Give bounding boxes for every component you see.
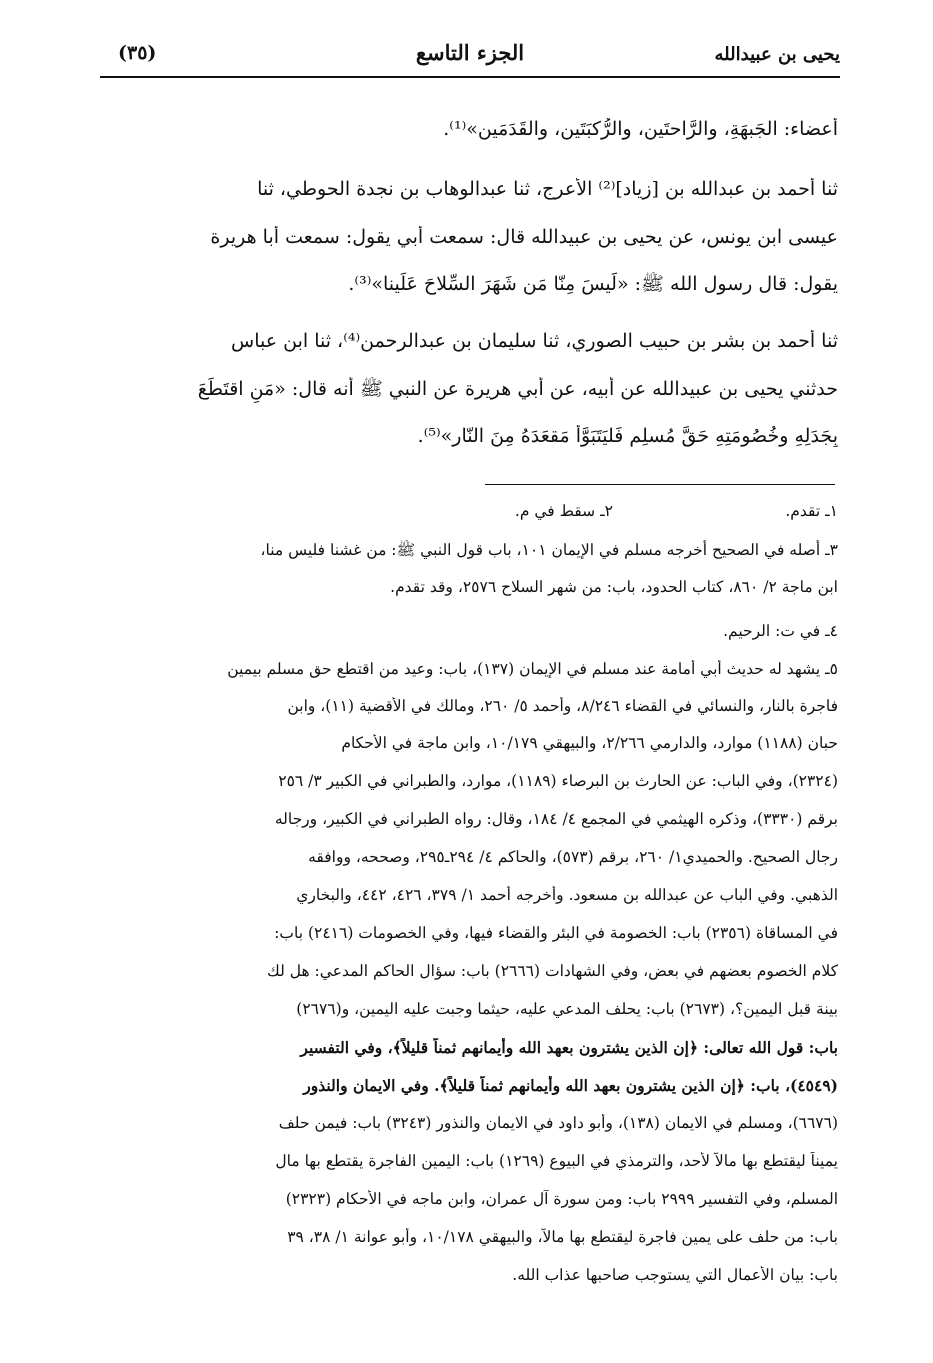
footnote-line: الذهبي. وفي الباب عن عبدالله بن مسعود. وأخرجه أحمد ١/ ٣٧٩، ٤٢٦، ٤٤٢، والبخاري	[296, 886, 838, 904]
main-line: ثنا أحمد بن عبدالله بن [زياد]⁽²⁾ الأعرج، ثنا عبدالوهاب بن نجدة الحوطي، ثنا	[257, 178, 838, 200]
footnote-line: فاجرة بالنار، والنسائي في القضاء ٨/٢٤٦، وأحمد ٥/ ٢٦٠، ومالك في الأقضية (١١)، وابن	[287, 697, 838, 715]
footnote-line: باب: قول الله تعالى: ﴿إن الذين يشترون بعهد الله وأيمانهم ثمناً قليلاً﴾، وفي التفسير	[300, 1038, 838, 1057]
main-line: عيسى ابن يونس، عن يحيى بن عبيدالله قال: سمعت أبي يقول: سمعت أبا هريرة	[210, 226, 838, 248]
footnote-line: حبان (١١٨٨) موارد، والدارمي ٢/٢٦٦، والبيهقي ١٠/١٧٩، وابن ماجة في الأحكام	[341, 734, 838, 752]
footnote-line: رجال الصحيح. والحميدي١/ ٢٦٠، برقم (٥٧٣)، والحاكم ٤/ ٢٩٤ـ٢٩٥، وصححه، ووافقه	[308, 848, 838, 866]
footnote-line: (٢٣٢٤)، وفي الباب: عن الحارث بن البرصاء (١١٨٩)، موارد، والطبراني في الكبير ٣/ ٢٥٦	[278, 772, 838, 790]
footnote-line: (٦٦٧٦)، ومسلم في الايمان (١٣٨)، وأبو داود في الايمان والنذور (٣٢٤٣) باب: فيمن حلف	[278, 1114, 838, 1132]
header-rule	[100, 76, 840, 78]
footnote-line: ٣ـ أصله في الصحيح أخرجه مسلم في الإيمان ١٠١، باب قول النبي ﷺ: من غشنا فليس منا،	[260, 541, 838, 559]
footnote-line: باب: من حلف على يمين فاجرة ليقتطع بها مالاً، والبيهقي ١٠/١٧٨، وأبو عوانة ١/ ٣٨، ٣٩	[287, 1228, 838, 1246]
main-line: أعضاء: الجَبهَةِ، والرَّاحتَينِ، والرُّكبَتَينِ، والقَدَمَينِ»⁽¹⁾.	[443, 118, 838, 140]
footnote-line: ٤ـ في ت: الرحيم.	[723, 622, 838, 640]
main-line: ثنا أحمد بن بشر بن حبيب الصوري، ثنا سليمان بن عبدالرحمن⁽⁴⁾، ثنا ابن عباس	[231, 330, 838, 352]
footnote-line: المسلم، وفي التفسير ٢٩٩٩ باب: ومن سورة آل عمران، وابن ماجه في الأحكام (٢٣٢٣)	[285, 1190, 838, 1208]
header-page-number: (٣٥)	[118, 42, 157, 64]
footnote-line: ٥ـ يشهد له حديث أبي أمامة عند مسلم في الإيمان (١٣٧)، باب: وعيد من اقتطع حق مسلم بيمين	[227, 660, 838, 678]
main-line: يقول: قال رسول الله ﷺ: «لَيسَ مِنّا مَن شَهَرَ السِّلاحَ عَلَينا»⁽³⁾.	[348, 273, 838, 295]
header-author: يحيى بن عبيدالله	[714, 44, 840, 65]
footnote-line: يميناً ليقتطع بها مالاً لأحد، والترمذي في البيوع (١٢٦٩) باب: اليمين الفاجرة يقتطع بها مال	[275, 1152, 838, 1170]
footnote-separator	[485, 484, 835, 485]
footnote-line: باب: بيان الأعمال التي يستوجب صاحبها عذاب الله.	[512, 1266, 838, 1284]
main-line: حدثني يحيى بن عبيدالله عن أبيه، عن أبي هريرة عن النبي ﷺ أنه قال: «مَنِ اقتَطَعَ	[197, 378, 838, 400]
footnote-line: بينة قبل اليمين؟، (٢٦٧٣) باب: يحلف المدعي عليه، حيثما وجبت عليه اليمين، و(٢٦٧٦)	[296, 1000, 838, 1018]
footnote-line: ١ـ تقدم. ٢ـ سقط في م.	[514, 502, 838, 520]
footnote-line: ابن ماجة ٢/ ٨٦٠، كتاب الحدود، باب: من شهر السلاح ٢٥٧٦، وقد تقدم.	[390, 578, 838, 596]
footnote-line: برقم (٣٣٣٠)، وذكره الهيثمي في المجمع ٤/ ١٨٤، وقال: رواه الطبراني في الكبير، ورجاله	[274, 810, 838, 828]
main-line: بِجَدَلِهِ وخُصُومَتِهِ حَقَّ مُسلِمٍ فَليَتَبَوَّأْ مَقعَدَهُ مِنَ النّارِ»⁽⁵⁾.	[417, 425, 838, 447]
footnote-line: (٤٥٤٩)، باب: ﴿إن الذين يشترون بعهد الله وأيمانهم ثمناً قليلاً﴾. وفي الايمان والنذور	[303, 1076, 838, 1095]
footnote-line: في المساقاة (٢٣٥٦) باب: الخصومة في البئر والقضاء فيها، وفي الخصومات (٢٤١٦) باب:	[274, 924, 838, 942]
page-header	[100, 36, 840, 80]
footnote-line: كلام الخصوم بعضهم في بعض، وفي الشهادات (٢٦٦٦) باب: سؤال الحاكم المدعي: هل لك	[267, 962, 838, 980]
header-volume: الجزء التاسع	[415, 40, 525, 65]
